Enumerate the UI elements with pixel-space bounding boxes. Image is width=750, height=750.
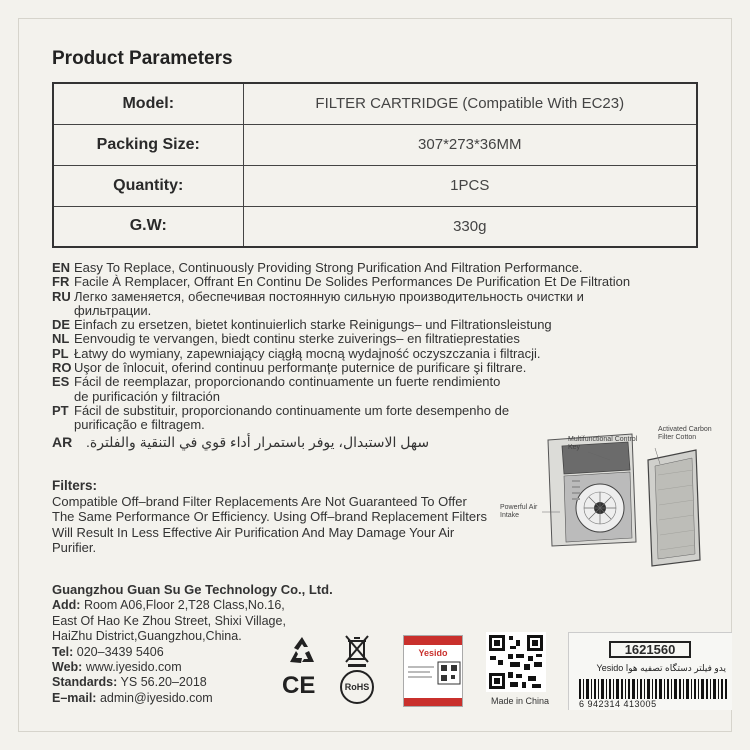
lang-text: Uşor de înlocuit, oferind continuu performanțe puternice de purificare şi filtrare. bbox=[74, 360, 527, 376]
list-item bbox=[52, 261, 632, 275]
table-row bbox=[53, 165, 697, 206]
table-row bbox=[53, 124, 697, 165]
label-air-intake: Powerful Air Intake bbox=[500, 504, 538, 519]
lang-text: Eenvoudig te vervangen, biedt continu sterke zuiverings– en filtratieprestaties bbox=[74, 331, 520, 347]
tel-value: 020–3439 5406 bbox=[76, 644, 164, 659]
table-row bbox=[53, 206, 697, 247]
lang-text: Łatwy do wymiany, zapewniający ciągłą mocną wydajność oczyszczania i filtracji. bbox=[74, 345, 541, 361]
list-item bbox=[52, 347, 632, 361]
standards-label: Standards: bbox=[52, 675, 118, 690]
ce-mark: CE bbox=[282, 672, 316, 699]
lang-text: Fácil de substituir, proporcionando continuamente um forte desempenho de purificação e filtragem. bbox=[74, 402, 510, 433]
lang-text: Easy To Replace, Continuously Providing Strong Purification And Filtration Performance. bbox=[74, 260, 583, 275]
param-value: 1PCS bbox=[243, 165, 697, 206]
param-value: 330g bbox=[243, 206, 697, 247]
list-item bbox=[52, 290, 632, 319]
recycle-icon bbox=[284, 634, 320, 673]
qr-code bbox=[486, 632, 546, 692]
param-value: 307*273*36MM bbox=[243, 124, 697, 165]
filters-text: Compatible Off–brand Filter Replacements Are Not Guaranteed To Offer The Same Performance Or Efficiency. Using Off–brand Replacement Filters Will Result In Less Effective Air Purification And May Damage Your Air Purifier. bbox=[52, 494, 487, 555]
lang-text: Fácil de reemplazar, proporcionando continuamente un fuerte rendimiento de purificación y filtración bbox=[74, 374, 501, 404]
list-item bbox=[52, 318, 632, 332]
list-item bbox=[52, 332, 632, 346]
lang-code: ES bbox=[52, 374, 70, 390]
param-value: FILTER CARTRIDGE (Compatible With EC23) bbox=[243, 83, 697, 124]
label-carbon-filter: Activated Carbon Filter Cotton bbox=[658, 426, 712, 441]
barcode-sticker bbox=[568, 632, 732, 710]
lang-code: EN bbox=[52, 260, 71, 275]
lang-code: FR bbox=[52, 274, 70, 290]
address-line: East Of Hao Ke Zhou Street, Shixi Village, bbox=[52, 613, 286, 628]
address-line: HaiZhu District,Guangzhou,China. bbox=[52, 629, 242, 644]
weee-bin-icon bbox=[342, 632, 372, 673]
email-value: admin@iyesido.com bbox=[99, 690, 213, 705]
page-title: Product Parameters bbox=[52, 48, 233, 69]
qr-code-icon bbox=[404, 658, 462, 698]
rohs-mark: RoHS bbox=[340, 670, 374, 704]
web-value: www.iyesido.com bbox=[85, 660, 182, 675]
brand-logo: Yesido bbox=[418, 648, 448, 658]
lang-code: PL bbox=[52, 345, 69, 361]
barcode-number: 6 942314 413005 bbox=[579, 699, 657, 709]
parameters-table bbox=[52, 82, 698, 248]
address-text: Room A06,Floor 2,T28 Class,No.16, bbox=[83, 598, 285, 613]
param-key: Packing Size: bbox=[53, 124, 243, 165]
param-key: Model: bbox=[53, 83, 243, 124]
label-control-key: Multifunctional Control Key bbox=[568, 436, 638, 451]
address-label: Add: bbox=[52, 598, 81, 613]
purifier-illustration bbox=[500, 420, 720, 570]
standards-value: YS 56.20–2018 bbox=[120, 675, 207, 690]
qr-code-icon bbox=[486, 632, 546, 692]
brand-label bbox=[403, 635, 463, 707]
list-item bbox=[52, 361, 632, 375]
filters-notice bbox=[52, 478, 492, 555]
lang-text: Facile À Remplacer, Offrant En Continu De Solides Performances De Purification Et De Filtration bbox=[74, 274, 631, 290]
sticker-description: یدو فیلتر دستگاه تصفیه هوا Yesido bbox=[596, 663, 726, 673]
made-in-label: Made in China bbox=[491, 696, 550, 706]
param-key: Quantity: bbox=[53, 165, 243, 206]
company-name: Guangzhou Guan Su Ge Technology Co., Ltd. bbox=[52, 582, 333, 597]
web-label: Web: bbox=[52, 660, 83, 675]
brand-label-footer bbox=[404, 698, 462, 706]
barcode-icon bbox=[579, 679, 729, 699]
certification-marks bbox=[282, 630, 392, 710]
list-item bbox=[52, 404, 512, 433]
tel-label: Tel: bbox=[52, 644, 74, 659]
brand-label-header bbox=[404, 636, 462, 645]
list-item bbox=[52, 275, 632, 289]
filters-heading: Filters: bbox=[52, 478, 98, 493]
lang-code: DE bbox=[52, 317, 71, 333]
lang-code: AR bbox=[52, 433, 73, 450]
lang-code: RO bbox=[52, 360, 72, 376]
lang-text: Einfach zu ersetzen, bietet kontinuierlich starke Reinigungs– und Filtrationsleistung bbox=[74, 317, 552, 333]
lang-code: NL bbox=[52, 331, 70, 347]
lang-code: RU bbox=[52, 288, 71, 304]
email-label: E–mail: bbox=[52, 690, 97, 705]
param-key: G.W: bbox=[53, 206, 243, 247]
table-row bbox=[53, 83, 697, 124]
lang-text: Легко заменяется, обеспечивая постоянную сильную производительность очистки и фильтрации. bbox=[74, 288, 584, 318]
list-item bbox=[52, 375, 512, 404]
sticker-number: 1621560 bbox=[609, 641, 691, 658]
address-line bbox=[52, 598, 352, 613]
lang-code: PT bbox=[52, 402, 69, 418]
lang-text: سهل الاستبدال، يوفر باستمرار أداء قوي في التنقية والفلترة. bbox=[86, 433, 430, 450]
